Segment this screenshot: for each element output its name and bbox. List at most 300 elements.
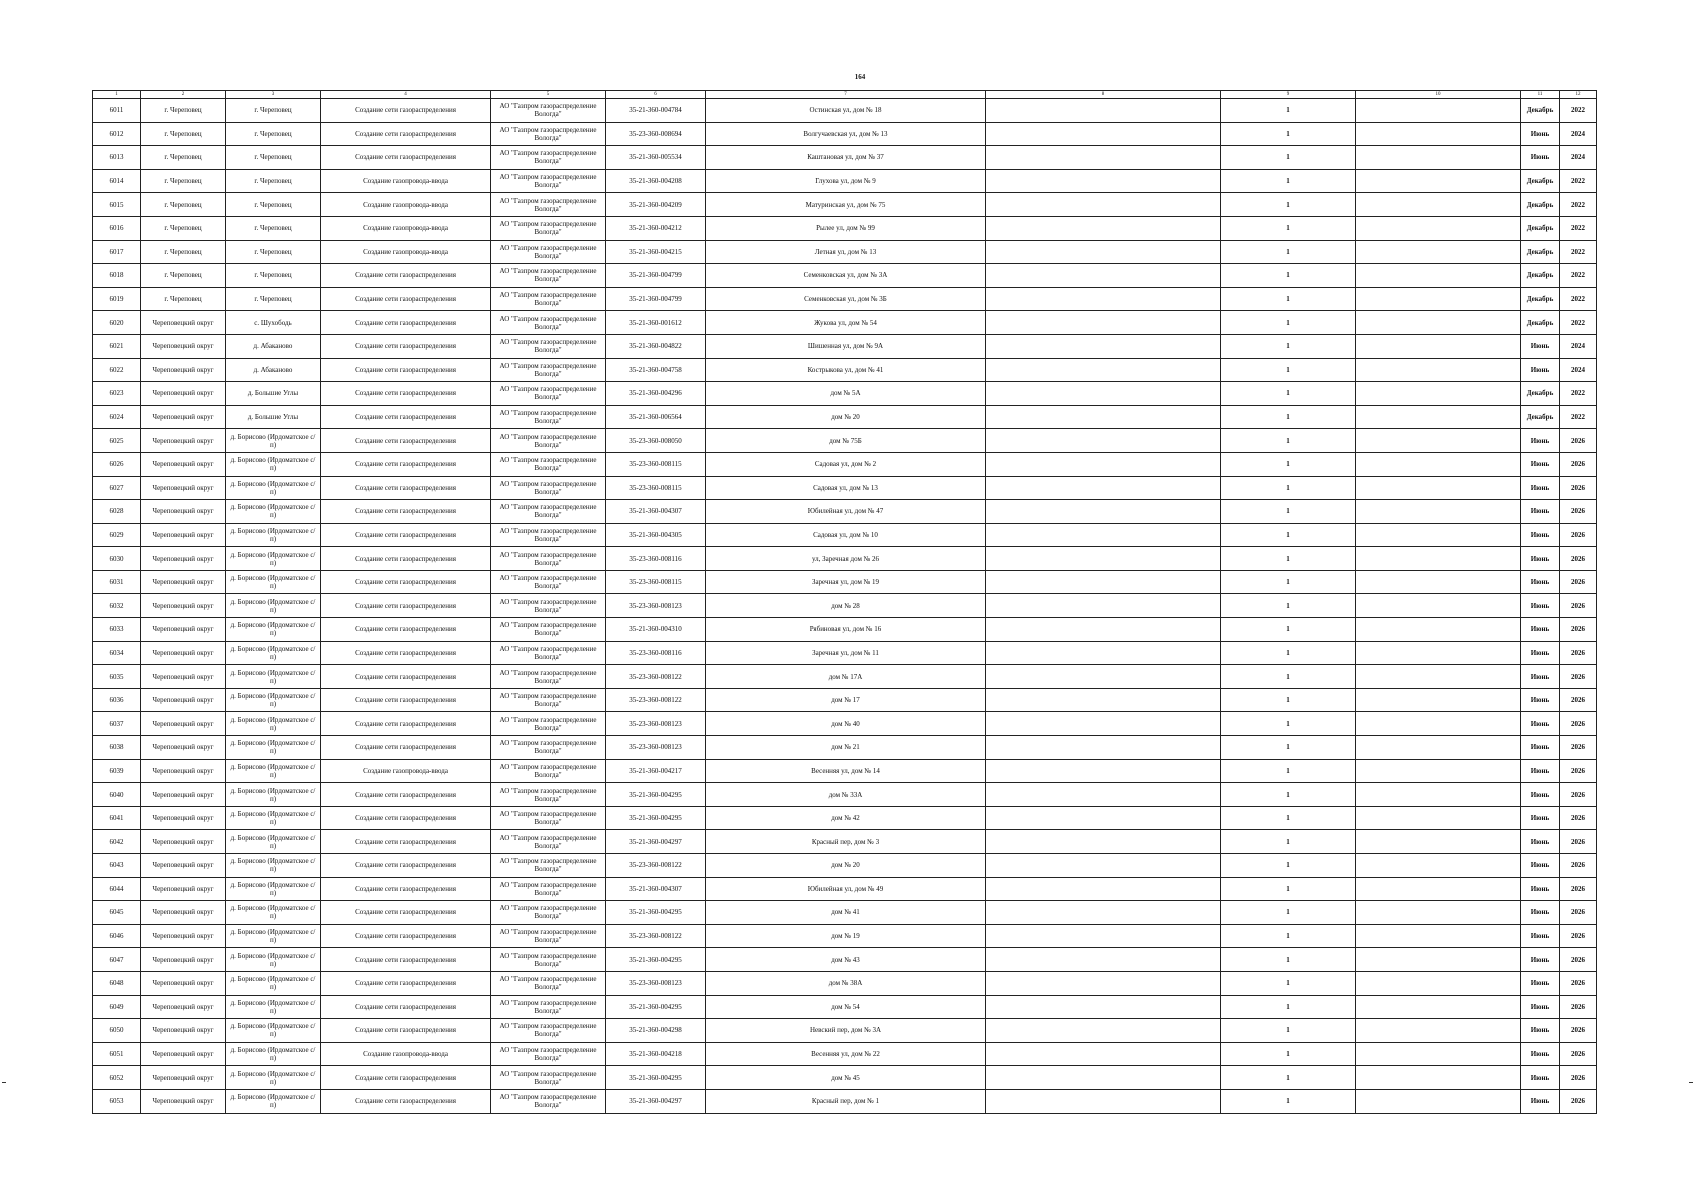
empty-cell-col8 bbox=[986, 830, 1221, 854]
row-number: 6028 bbox=[93, 500, 141, 524]
district-cell: Череповецкий округ bbox=[141, 830, 226, 854]
year-cell: 2022 bbox=[1560, 99, 1597, 123]
organization-cell: АО "Газпром газораспределение Вологда" bbox=[491, 806, 606, 830]
district-cell: Череповецкий округ bbox=[141, 877, 226, 901]
quantity-cell: 1 bbox=[1221, 854, 1356, 878]
empty-cell-col10 bbox=[1356, 594, 1521, 618]
empty-cell-col8 bbox=[986, 287, 1221, 311]
table-row bbox=[93, 358, 1597, 382]
work-type-cell: Создание сети газораспределения bbox=[321, 665, 491, 689]
work-type-cell: Создание сети газораспределения bbox=[321, 146, 491, 170]
table-row bbox=[93, 995, 1597, 1019]
organization-cell: АО "Газпром газораспределение Вологда" bbox=[491, 169, 606, 193]
district-cell: Череповецкий округ bbox=[141, 665, 226, 689]
object-code-cell: 35-21-360-004295 bbox=[606, 948, 706, 972]
locality-cell: д. Борисово (Ирдоматское с/п) bbox=[226, 688, 321, 712]
table-row bbox=[93, 311, 1597, 335]
object-code-cell: 35-21-360-004822 bbox=[606, 334, 706, 358]
district-cell: Череповецкий округ bbox=[141, 1019, 226, 1043]
empty-cell-col8 bbox=[986, 618, 1221, 642]
object-code-cell: 35-23-360-008116 bbox=[606, 641, 706, 665]
empty-cell-col10 bbox=[1356, 122, 1521, 146]
year-cell: 2026 bbox=[1560, 783, 1597, 807]
quantity-cell: 1 bbox=[1221, 99, 1356, 123]
row-number: 6017 bbox=[93, 240, 141, 264]
month-cell: Июнь bbox=[1521, 688, 1560, 712]
quantity-cell: 1 bbox=[1221, 240, 1356, 264]
year-cell: 2022 bbox=[1560, 382, 1597, 406]
organization-cell: АО "Газпром газораспределение Вологда" bbox=[491, 877, 606, 901]
address-cell: дом № 33А bbox=[706, 783, 986, 807]
address-cell: дом № 38А bbox=[706, 971, 986, 995]
work-type-cell: Создание сети газораспределения bbox=[321, 122, 491, 146]
address-cell: Глухова ул, дом № 9 bbox=[706, 169, 986, 193]
column-header: 9 bbox=[1221, 91, 1356, 99]
organization-cell: АО "Газпром газораспределение Вологда" bbox=[491, 216, 606, 240]
organization-cell: АО "Газпром газораспределение Вологда" bbox=[491, 688, 606, 712]
row-number: 6042 bbox=[93, 830, 141, 854]
month-cell: Июнь bbox=[1521, 594, 1560, 618]
row-number: 6036 bbox=[93, 688, 141, 712]
object-code-cell: 35-23-360-008122 bbox=[606, 665, 706, 689]
month-cell: Декабрь bbox=[1521, 169, 1560, 193]
locality-cell: с. Шухободь bbox=[226, 311, 321, 335]
organization-cell: АО "Газпром газораспределение Вологда" bbox=[491, 311, 606, 335]
quantity-cell: 1 bbox=[1221, 405, 1356, 429]
month-cell: Июнь bbox=[1521, 877, 1560, 901]
object-code-cell: 35-23-360-008122 bbox=[606, 688, 706, 712]
empty-cell-col10 bbox=[1356, 500, 1521, 524]
work-type-cell: Создание сети газораспределения bbox=[321, 783, 491, 807]
quantity-cell: 1 bbox=[1221, 736, 1356, 760]
table-row bbox=[93, 641, 1597, 665]
district-cell: Череповецкий округ bbox=[141, 500, 226, 524]
locality-cell: д. Борисово (Ирдоматское с/п) bbox=[226, 547, 321, 571]
address-cell: Каштановая ул, дом № 37 bbox=[706, 146, 986, 170]
work-type-cell: Создание сети газораспределения bbox=[321, 382, 491, 406]
quantity-cell: 1 bbox=[1221, 358, 1356, 382]
address-cell: дом № 41 bbox=[706, 901, 986, 925]
organization-cell: АО "Газпром газораспределение Вологда" bbox=[491, 1066, 606, 1090]
object-code-cell: 35-23-360-008050 bbox=[606, 429, 706, 453]
object-code-cell: 35-21-360-004305 bbox=[606, 523, 706, 547]
year-cell: 2026 bbox=[1560, 570, 1597, 594]
row-number: 6032 bbox=[93, 594, 141, 618]
locality-cell: д. Борисово (Ирдоматское с/п) bbox=[226, 665, 321, 689]
address-cell: Садовая ул, дом № 10 bbox=[706, 523, 986, 547]
month-cell: Декабрь bbox=[1521, 311, 1560, 335]
address-cell: Заречная ул, дом № 19 bbox=[706, 570, 986, 594]
month-cell: Июнь bbox=[1521, 641, 1560, 665]
year-cell: 2026 bbox=[1560, 854, 1597, 878]
year-cell: 2026 bbox=[1560, 901, 1597, 925]
organization-cell: АО "Газпром газораспределение Вологда" bbox=[491, 736, 606, 760]
district-cell: Череповецкий округ bbox=[141, 570, 226, 594]
object-code-cell: 35-23-360-008123 bbox=[606, 971, 706, 995]
month-cell: Декабрь bbox=[1521, 216, 1560, 240]
work-type-cell: Создание сети газораспределения bbox=[321, 476, 491, 500]
quantity-cell: 1 bbox=[1221, 1066, 1356, 1090]
quantity-cell: 1 bbox=[1221, 995, 1356, 1019]
column-header: 4 bbox=[321, 91, 491, 99]
address-cell: дом № 20 bbox=[706, 854, 986, 878]
work-type-cell: Создание сети газораспределения bbox=[321, 641, 491, 665]
empty-cell-col10 bbox=[1356, 854, 1521, 878]
organization-cell: АО "Газпром газораспределение Вологда" bbox=[491, 971, 606, 995]
year-cell: 2022 bbox=[1560, 240, 1597, 264]
month-cell: Июнь bbox=[1521, 806, 1560, 830]
organization-cell: АО "Газпром газораспределение Вологда" bbox=[491, 1089, 606, 1113]
empty-cell-col8 bbox=[986, 99, 1221, 123]
month-cell: Декабрь bbox=[1521, 382, 1560, 406]
column-header: 1 bbox=[93, 91, 141, 99]
empty-cell-col8 bbox=[986, 216, 1221, 240]
column-header: 8 bbox=[986, 91, 1221, 99]
year-cell: 2024 bbox=[1560, 146, 1597, 170]
locality-cell: д. Борисово (Ирдоматское с/п) bbox=[226, 523, 321, 547]
table-row bbox=[93, 806, 1597, 830]
work-type-cell: Создание сети газораспределения bbox=[321, 334, 491, 358]
work-type-cell: Создание сети газораспределения bbox=[321, 264, 491, 288]
district-cell: г. Череповец bbox=[141, 146, 226, 170]
locality-cell: д. Борисово (Ирдоматское с/п) bbox=[226, 570, 321, 594]
empty-cell-col10 bbox=[1356, 1042, 1521, 1066]
empty-cell-col8 bbox=[986, 405, 1221, 429]
row-number: 6034 bbox=[93, 641, 141, 665]
month-cell: Июнь bbox=[1521, 1089, 1560, 1113]
month-cell: Июнь bbox=[1521, 783, 1560, 807]
empty-cell-col10 bbox=[1356, 877, 1521, 901]
empty-cell-col10 bbox=[1356, 429, 1521, 453]
empty-cell-col8 bbox=[986, 382, 1221, 406]
locality-cell: д. Борисово (Ирдоматское с/п) bbox=[226, 924, 321, 948]
district-cell: Череповецкий округ bbox=[141, 452, 226, 476]
organization-cell: АО "Газпром газораспределение Вологда" bbox=[491, 264, 606, 288]
object-code-cell: 35-23-360-008122 bbox=[606, 924, 706, 948]
work-type-cell: Создание сети газораспределения bbox=[321, 854, 491, 878]
row-number: 6025 bbox=[93, 429, 141, 453]
object-code-cell: 35-23-360-008115 bbox=[606, 476, 706, 500]
organization-cell: АО "Газпром газораспределение Вологда" bbox=[491, 594, 606, 618]
work-type-cell: Создание сети газораспределения bbox=[321, 712, 491, 736]
quantity-cell: 1 bbox=[1221, 523, 1356, 547]
work-type-cell: Создание сети газораспределения bbox=[321, 924, 491, 948]
year-cell: 2022 bbox=[1560, 216, 1597, 240]
empty-cell-col10 bbox=[1356, 783, 1521, 807]
year-cell: 2026 bbox=[1560, 1042, 1597, 1066]
month-cell: Декабрь bbox=[1521, 405, 1560, 429]
organization-cell: АО "Газпром газораспределение Вологда" bbox=[491, 995, 606, 1019]
locality-cell: д. Абакановo bbox=[226, 334, 321, 358]
organization-cell: АО "Газпром газораспределение Вологда" bbox=[491, 358, 606, 382]
year-cell: 2026 bbox=[1560, 995, 1597, 1019]
empty-cell-col10 bbox=[1356, 688, 1521, 712]
year-cell: 2022 bbox=[1560, 311, 1597, 335]
year-cell: 2026 bbox=[1560, 594, 1597, 618]
object-code-cell: 35-23-360-008123 bbox=[606, 712, 706, 736]
organization-cell: АО "Газпром газораспределение Вологда" bbox=[491, 452, 606, 476]
month-cell: Июнь bbox=[1521, 924, 1560, 948]
row-number: 6044 bbox=[93, 877, 141, 901]
year-cell: 2024 bbox=[1560, 334, 1597, 358]
empty-cell-col8 bbox=[986, 688, 1221, 712]
district-cell: г. Череповец bbox=[141, 240, 226, 264]
table-row bbox=[93, 99, 1597, 123]
address-cell: дом № 17А bbox=[706, 665, 986, 689]
object-code-cell: 35-21-360-006564 bbox=[606, 405, 706, 429]
month-cell: Декабрь bbox=[1521, 99, 1560, 123]
organization-cell: АО "Газпром газораспределение Вологда" bbox=[491, 334, 606, 358]
address-cell: Красный пер, дом № 3 bbox=[706, 830, 986, 854]
row-number: 6033 bbox=[93, 618, 141, 642]
locality-cell: г. Череповец bbox=[226, 193, 321, 217]
quantity-cell: 1 bbox=[1221, 146, 1356, 170]
address-cell: ул, Заречная дом № 26 bbox=[706, 547, 986, 571]
object-code-cell: 35-21-360-004799 bbox=[606, 264, 706, 288]
district-cell: Череповецкий округ bbox=[141, 641, 226, 665]
district-cell: Череповецкий округ bbox=[141, 948, 226, 972]
month-cell: Июнь bbox=[1521, 334, 1560, 358]
table-row bbox=[93, 169, 1597, 193]
empty-cell-col8 bbox=[986, 712, 1221, 736]
row-number: 6040 bbox=[93, 783, 141, 807]
year-cell: 2026 bbox=[1560, 971, 1597, 995]
quantity-cell: 1 bbox=[1221, 1042, 1356, 1066]
locality-cell: г. Череповец bbox=[226, 287, 321, 311]
address-cell: Невский пер, дом № 3А bbox=[706, 1019, 986, 1043]
empty-cell-col10 bbox=[1356, 547, 1521, 571]
district-cell: г. Череповец bbox=[141, 216, 226, 240]
month-cell: Июнь bbox=[1521, 547, 1560, 571]
work-type-cell: Создание сети газораспределения bbox=[321, 806, 491, 830]
address-cell: дом № 75Б bbox=[706, 429, 986, 453]
quantity-cell: 1 bbox=[1221, 971, 1356, 995]
work-type-cell: Создание сети газораспределения bbox=[321, 287, 491, 311]
quantity-cell: 1 bbox=[1221, 806, 1356, 830]
district-cell: Череповецкий округ bbox=[141, 523, 226, 547]
district-cell: Череповецкий округ bbox=[141, 405, 226, 429]
empty-cell-col8 bbox=[986, 193, 1221, 217]
object-code-cell: 35-21-360-004208 bbox=[606, 169, 706, 193]
locality-cell: д. Борисово (Ирдоматское с/п) bbox=[226, 830, 321, 854]
empty-cell-col8 bbox=[986, 1089, 1221, 1113]
empty-cell-col8 bbox=[986, 901, 1221, 925]
object-code-cell: 35-23-360-008115 bbox=[606, 452, 706, 476]
empty-cell-col10 bbox=[1356, 476, 1521, 500]
quantity-cell: 1 bbox=[1221, 500, 1356, 524]
address-cell: Семенковская ул, дом № 3А bbox=[706, 264, 986, 288]
locality-cell: д. Борисово (Ирдоматское с/п) bbox=[226, 641, 321, 665]
empty-cell-col8 bbox=[986, 311, 1221, 335]
address-cell: дом № 5А bbox=[706, 382, 986, 406]
row-number: 6012 bbox=[93, 122, 141, 146]
empty-cell-col10 bbox=[1356, 193, 1521, 217]
row-number: 6023 bbox=[93, 382, 141, 406]
work-type-cell: Создание сети газораспределения bbox=[321, 570, 491, 594]
address-cell: Весенняя ул, дом № 14 bbox=[706, 759, 986, 783]
district-cell: г. Череповец bbox=[141, 264, 226, 288]
work-type-cell: Создание сети газораспределения bbox=[321, 1066, 491, 1090]
empty-cell-col8 bbox=[986, 877, 1221, 901]
work-type-cell: Создание сети газораспределения bbox=[321, 901, 491, 925]
organization-cell: АО "Газпром газораспределение Вологда" bbox=[491, 830, 606, 854]
locality-cell: г. Череповец bbox=[226, 99, 321, 123]
row-number: 6046 bbox=[93, 924, 141, 948]
object-code-cell: 35-21-360-004295 bbox=[606, 783, 706, 807]
object-code-cell: 35-21-360-004295 bbox=[606, 901, 706, 925]
quantity-cell: 1 bbox=[1221, 570, 1356, 594]
work-type-cell: Создание сети газораспределения bbox=[321, 99, 491, 123]
table-row bbox=[93, 1019, 1597, 1043]
month-cell: Декабрь bbox=[1521, 240, 1560, 264]
object-code-cell: 35-21-360-004217 bbox=[606, 759, 706, 783]
empty-cell-col10 bbox=[1356, 901, 1521, 925]
locality-cell: д. Борисово (Ирдоматское с/п) bbox=[226, 429, 321, 453]
organization-cell: АО "Газпром газораспределение Вологда" bbox=[491, 618, 606, 642]
address-cell: Садовая ул, дом № 13 bbox=[706, 476, 986, 500]
row-number: 6013 bbox=[93, 146, 141, 170]
address-cell: дом № 20 bbox=[706, 405, 986, 429]
empty-cell-col8 bbox=[986, 334, 1221, 358]
column-header: 11 bbox=[1521, 91, 1560, 99]
district-cell: Череповецкий округ bbox=[141, 783, 226, 807]
organization-cell: АО "Газпром газораспределение Вологда" bbox=[491, 948, 606, 972]
locality-cell: д. Борисово (Ирдоматское с/п) bbox=[226, 854, 321, 878]
object-code-cell: 35-23-360-008694 bbox=[606, 122, 706, 146]
quantity-cell: 1 bbox=[1221, 618, 1356, 642]
table-row bbox=[93, 334, 1597, 358]
quantity-cell: 1 bbox=[1221, 665, 1356, 689]
locality-cell: г. Череповец bbox=[226, 169, 321, 193]
object-code-cell: 35-21-360-004799 bbox=[606, 287, 706, 311]
row-number: 6024 bbox=[93, 405, 141, 429]
work-type-cell: Создание газопровода-ввода bbox=[321, 240, 491, 264]
row-number: 6052 bbox=[93, 1066, 141, 1090]
month-cell: Июнь bbox=[1521, 830, 1560, 854]
empty-cell-col10 bbox=[1356, 641, 1521, 665]
year-cell: 2026 bbox=[1560, 523, 1597, 547]
column-header: 3 bbox=[226, 91, 321, 99]
year-cell: 2026 bbox=[1560, 429, 1597, 453]
month-cell: Июнь bbox=[1521, 971, 1560, 995]
work-type-cell: Создание сети газораспределения bbox=[321, 523, 491, 547]
district-cell: Череповецкий округ bbox=[141, 1066, 226, 1090]
empty-cell-col8 bbox=[986, 783, 1221, 807]
work-type-cell: Создание сети газораспределения bbox=[321, 500, 491, 524]
work-type-cell: Создание сети газораспределения bbox=[321, 618, 491, 642]
locality-cell: д. Борисово (Ирдоматское с/п) bbox=[226, 759, 321, 783]
organization-cell: АО "Газпром газораспределение Вологда" bbox=[491, 1019, 606, 1043]
right-edge-mark bbox=[1689, 1082, 1693, 1083]
organization-cell: АО "Газпром газораспределение Вологда" bbox=[491, 429, 606, 453]
organization-cell: АО "Газпром газораспределение Вологда" bbox=[491, 901, 606, 925]
address-cell: дом № 45 bbox=[706, 1066, 986, 1090]
empty-cell-col10 bbox=[1356, 995, 1521, 1019]
empty-cell-col8 bbox=[986, 476, 1221, 500]
empty-cell-col8 bbox=[986, 523, 1221, 547]
organization-cell: АО "Газпром газораспределение Вологда" bbox=[491, 287, 606, 311]
table-row bbox=[93, 429, 1597, 453]
empty-cell-col8 bbox=[986, 995, 1221, 1019]
organization-cell: АО "Газпром газораспределение Вологда" bbox=[491, 240, 606, 264]
object-code-cell: 35-21-360-004296 bbox=[606, 382, 706, 406]
locality-cell: д. Борисово (Ирдоматское с/п) bbox=[226, 594, 321, 618]
empty-cell-col8 bbox=[986, 240, 1221, 264]
organization-cell: АО "Газпром газораспределение Вологда" bbox=[491, 122, 606, 146]
month-cell: Июнь bbox=[1521, 452, 1560, 476]
year-cell: 2026 bbox=[1560, 877, 1597, 901]
table-row bbox=[93, 783, 1597, 807]
table-row bbox=[93, 618, 1597, 642]
address-cell: Заречная ул, дом № 11 bbox=[706, 641, 986, 665]
quantity-cell: 1 bbox=[1221, 287, 1356, 311]
quantity-cell: 1 bbox=[1221, 264, 1356, 288]
empty-cell-col10 bbox=[1356, 665, 1521, 689]
empty-cell-col10 bbox=[1356, 452, 1521, 476]
quantity-cell: 1 bbox=[1221, 122, 1356, 146]
work-type-cell: Создание сети газораспределения bbox=[321, 948, 491, 972]
empty-cell-col10 bbox=[1356, 169, 1521, 193]
row-number: 6021 bbox=[93, 334, 141, 358]
organization-cell: АО "Газпром газораспределение Вологда" bbox=[491, 99, 606, 123]
locality-cell: д. Борисово (Ирдоматское с/п) bbox=[226, 971, 321, 995]
locality-cell: г. Череповец bbox=[226, 122, 321, 146]
empty-cell-col10 bbox=[1356, 1089, 1521, 1113]
year-cell: 2022 bbox=[1560, 287, 1597, 311]
district-cell: Череповецкий округ bbox=[141, 901, 226, 925]
empty-cell-col8 bbox=[986, 971, 1221, 995]
address-cell: дом № 28 bbox=[706, 594, 986, 618]
object-code-cell: 35-21-360-004310 bbox=[606, 618, 706, 642]
empty-cell-col10 bbox=[1356, 618, 1521, 642]
object-code-cell: 35-21-360-004298 bbox=[606, 1019, 706, 1043]
table-row bbox=[93, 287, 1597, 311]
empty-cell-col8 bbox=[986, 1042, 1221, 1066]
work-type-cell: Создание газопровода-ввода bbox=[321, 169, 491, 193]
table-row bbox=[93, 924, 1597, 948]
object-code-cell: 35-23-360-008116 bbox=[606, 547, 706, 571]
table-row bbox=[93, 570, 1597, 594]
column-header: 10 bbox=[1356, 91, 1521, 99]
work-type-cell: Создание сети газораспределения bbox=[321, 995, 491, 1019]
table-row bbox=[93, 146, 1597, 170]
quantity-cell: 1 bbox=[1221, 1089, 1356, 1113]
empty-cell-col10 bbox=[1356, 311, 1521, 335]
empty-cell-col10 bbox=[1356, 523, 1521, 547]
empty-cell-col10 bbox=[1356, 382, 1521, 406]
year-cell: 2026 bbox=[1560, 618, 1597, 642]
organization-cell: АО "Газпром газораспределение Вологда" bbox=[491, 476, 606, 500]
month-cell: Декабрь bbox=[1521, 287, 1560, 311]
empty-cell-col10 bbox=[1356, 806, 1521, 830]
empty-cell-col10 bbox=[1356, 146, 1521, 170]
locality-cell: д. Большие Углы bbox=[226, 382, 321, 406]
work-type-cell: Создание сети газораспределения bbox=[321, 594, 491, 618]
quantity-cell: 1 bbox=[1221, 594, 1356, 618]
district-cell: Череповецкий округ bbox=[141, 854, 226, 878]
table-row bbox=[93, 547, 1597, 571]
organization-cell: АО "Газпром газораспределение Вологда" bbox=[491, 547, 606, 571]
work-type-cell: Создание сети газораспределения bbox=[321, 1089, 491, 1113]
year-cell: 2026 bbox=[1560, 948, 1597, 972]
quantity-cell: 1 bbox=[1221, 688, 1356, 712]
locality-cell: д. Борисово (Ирдоматское с/п) bbox=[226, 736, 321, 760]
empty-cell-col8 bbox=[986, 358, 1221, 382]
quantity-cell: 1 bbox=[1221, 901, 1356, 925]
month-cell: Июнь bbox=[1521, 500, 1560, 524]
organization-cell: АО "Газпром газораспределение Вологда" bbox=[491, 759, 606, 783]
year-cell: 2026 bbox=[1560, 924, 1597, 948]
